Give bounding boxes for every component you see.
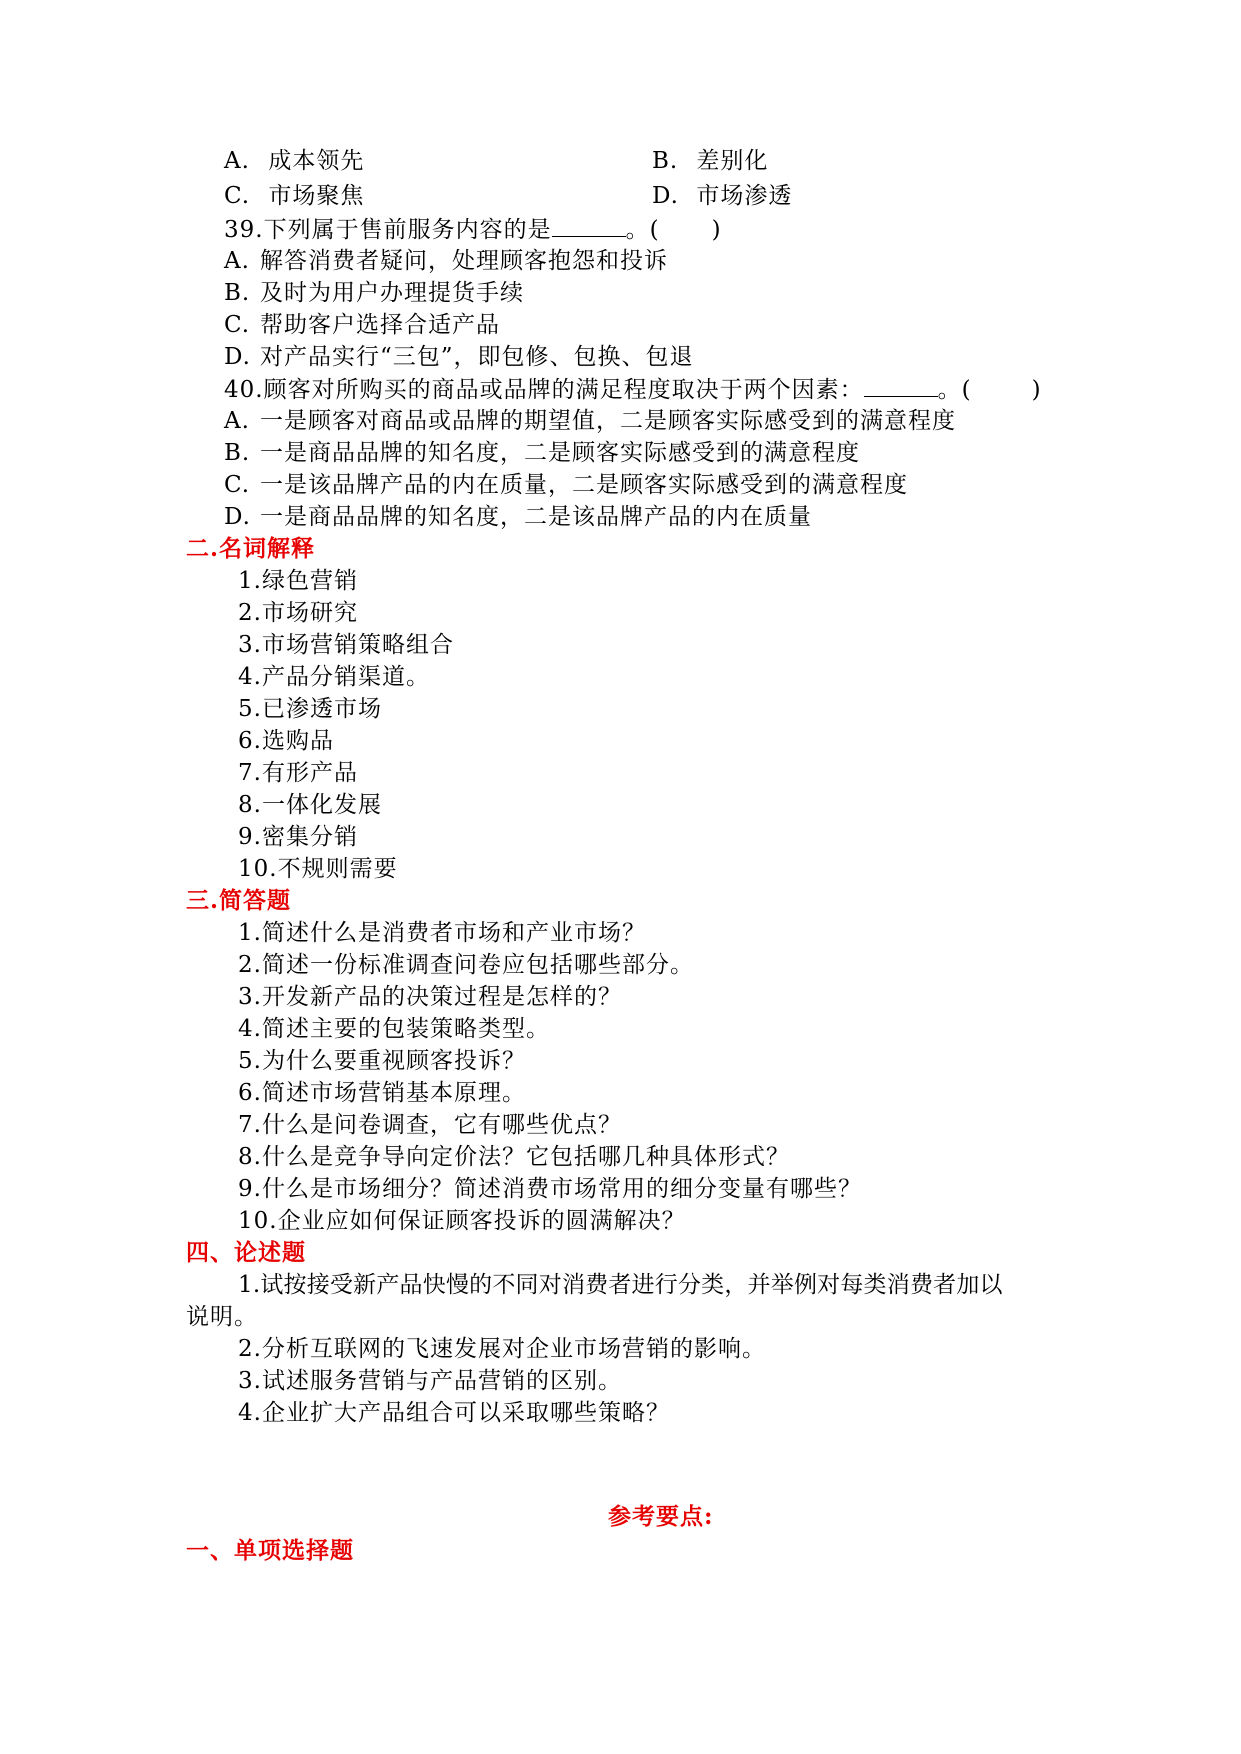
section-heading-single-choice: 一、单项选择题 [186,1537,354,1564]
list-item: 7.有形产品 [238,760,358,786]
q38-option-d [652,181,792,211]
option-label: A. [224,408,250,434]
question-number: 39. [224,217,264,243]
q40-stem [224,374,1042,405]
question-tail: 。( [937,377,972,403]
section-heading-essay: 四、论述题 [186,1239,306,1266]
list-item: 1.简述什么是消费者市场和产业市场？ [238,920,646,946]
list-item: 6.简述市场营销基本原理。 [238,1080,526,1106]
option-text: 差别化 [696,148,769,174]
option-text: 一是该品牌产品的内在质量，二是顾客实际感受到的满意程度 [260,472,908,498]
answers-title: 参考要点: [608,1503,714,1530]
list-item: 4.简述主要的包装策略类型。 [238,1016,550,1042]
q38-option-c [224,181,364,211]
answer-blank [864,374,938,397]
list-item: 10.不规则需要 [238,856,398,882]
option-label: B. [652,148,679,174]
list-item: 5.为什么要重视顾客投诉？ [238,1048,526,1074]
question-close: ) [711,217,722,243]
list-item: 4.产品分销渠道。 [238,664,430,690]
list-item: 8.一体化发展 [238,792,382,818]
question-number: 40. [224,377,264,403]
list-item: 6.选购品 [238,728,334,754]
option-text: 成本领先 [268,148,365,174]
question-tail: 。( [625,217,660,243]
q40-option-c [224,470,908,500]
option-text: 一是商品品牌的知名度，二是顾客实际感受到的满意程度 [260,440,860,466]
question-close: ) [1031,377,1042,403]
q40-option-b [224,438,860,468]
option-label: C. [224,472,251,498]
question-text: 顾客对所购买的商品或品牌的满足程度取决于两个因素： [263,377,864,403]
option-label: C. [224,183,251,209]
q39-stem [224,214,722,245]
option-text: 一是商品品牌的知名度，二是该品牌产品的内在质量 [260,504,812,530]
question-text: 下列属于售前服务内容的是 [263,217,552,243]
section-heading-terms: 二.名词解释 [186,535,316,562]
option-text: 市场渗透 [696,183,793,209]
option-text: 市场聚焦 [268,183,365,209]
list-item: 4.企业扩大产品组合可以采取哪些策略？ [238,1400,670,1426]
option-label: A. [224,148,250,174]
option-label: D. [224,504,251,530]
q40-option-d [224,502,812,532]
option-text: 一是顾客对商品或品牌的期望值，二是顾客实际感受到的满意程度 [260,408,956,434]
section-heading-short-answer: 三.简答题 [186,887,292,914]
list-item: 1.绿色营销 [238,568,358,594]
list-item: 5.已渗透市场 [238,696,382,722]
q39-option-d [224,342,694,372]
option-label: D. [224,344,251,370]
option-label: A. [224,248,250,274]
q39-option-b [224,278,524,308]
list-item-continuation: 说明。 [186,1304,258,1330]
list-item: 9.什么是市场细分？简述消费市场常用的细分变量有哪些？ [238,1176,862,1202]
option-label: B. [224,440,251,466]
q39-option-c [224,310,500,340]
q38-option-a [224,146,364,176]
q39-option-a [224,246,668,276]
q38-option-b [652,146,768,176]
list-item: 2.分析互联网的飞速发展对企业市场营销的影响。 [238,1336,766,1362]
option-text: 帮助客户选择合适产品 [260,312,500,338]
list-item: 1.试按接受新产品快慢的不同对消费者进行分类，并举例对每类消费者加以 [238,1272,1003,1298]
list-item: 3.开发新产品的决策过程是怎样的？ [238,984,622,1010]
list-item: 2.简述一份标准调查问卷应包括哪些部分。 [238,952,694,978]
list-item: 7.什么是问卷调查，它有哪些优点？ [238,1112,622,1138]
option-label: B. [224,280,251,306]
list-item: 8.什么是竞争导向定价法？它包括哪几种具体形式？ [238,1144,790,1170]
list-item: 3.试述服务营销与产品营销的区别。 [238,1368,622,1394]
list-item: 10.企业应如何保证顾客投诉的圆满解决？ [238,1208,686,1234]
option-text: 对产品实行“三包”，即包修、包换、包退 [260,344,694,370]
option-text: 解答消费者疑问，处理顾客抱怨和投诉 [260,248,668,274]
list-item: 9.密集分销 [238,824,358,850]
option-label: C. [224,312,251,338]
option-label: D. [652,183,679,209]
option-text: 及时为用户办理提货手续 [260,280,524,306]
q40-option-a [224,406,956,436]
list-item: 3.市场营销策略组合 [238,632,454,658]
list-item: 2.市场研究 [238,600,358,626]
answer-blank [552,214,626,237]
